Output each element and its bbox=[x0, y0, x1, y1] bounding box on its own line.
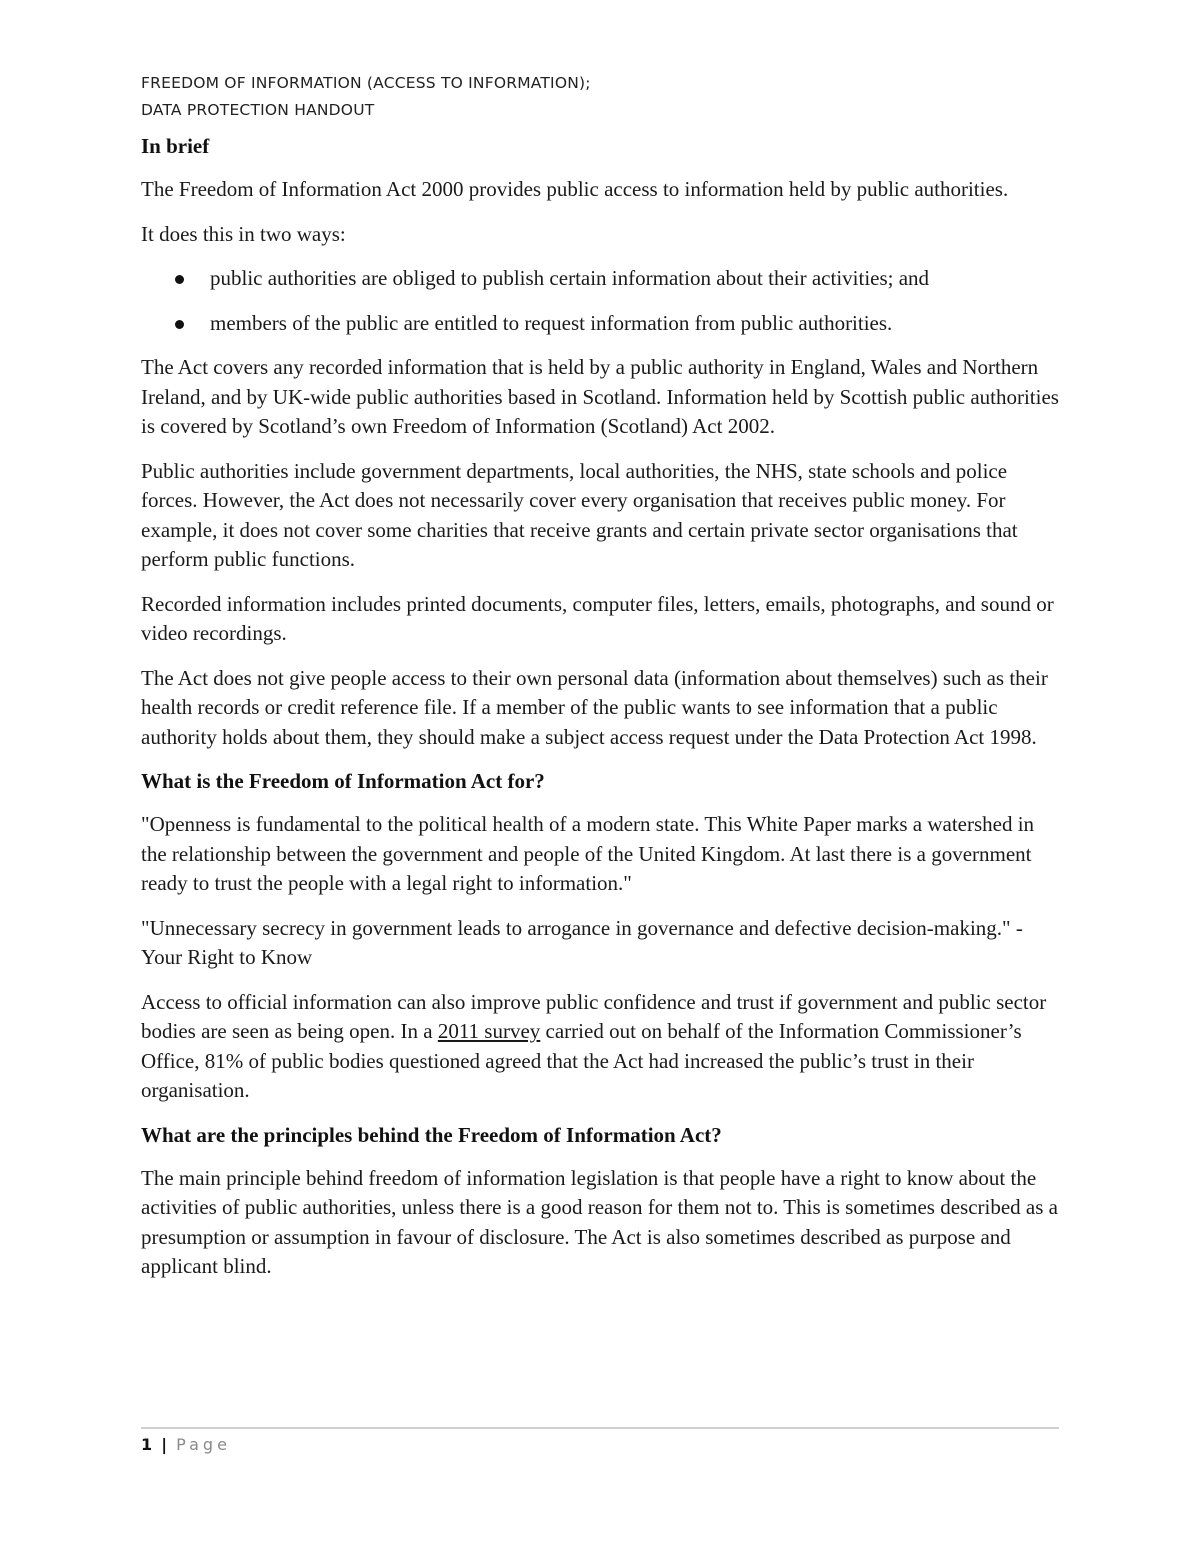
bullet-list bbox=[141, 264, 1061, 338]
footer-separator: | bbox=[161, 1435, 168, 1454]
page-label: Page bbox=[176, 1435, 231, 1454]
survey-link[interactable]: 2011 survey bbox=[437, 1019, 541, 1043]
header-title-line2: DATA PROTECTION HANDOUT bbox=[141, 101, 375, 119]
heading-in-brief: In brief bbox=[141, 134, 210, 158]
heading-principles: What are the principles behind the Freedom of Information Act? bbox=[141, 1122, 722, 1147]
quote-openness: "Openness is fundamental to the political health of a modern state. This White Paper marks a watershed in the relationship between the government and people of the United Kingdom. At last there is a government ready to trust the people with a legal right to information." bbox=[141, 812, 1035, 895]
bullet-icon bbox=[175, 275, 184, 284]
bullet-icon bbox=[175, 320, 184, 329]
paragraph-recorded-information: Recorded information includes printed documents, computer files, letters, emails, photographs, and sound or video recordings. bbox=[141, 591, 1054, 645]
paragraph-access-text-before: Access to official information can also improve public confidence and trust if government and public sector bodies are seen as being open. In a bbox=[141, 989, 1047, 1043]
paragraph-access bbox=[141, 988, 1061, 1106]
paragraph-intro: The Freedom of Information Act 2000 provides public access to information held by public authorities. bbox=[141, 177, 1009, 201]
header-title-line1: FREEDOM OF INFORMATION (ACCESS TO INFORMATION); bbox=[141, 74, 591, 92]
paragraph-main-principle: The main principle behind freedom of information legislation is that people have a right to know about the activities of public authorities, unless there is a good reason for them not to. This is sometimes described as a presumption or assumption in favour of disclosure. The Act is also sometimes described as purpose and applicant blind. bbox=[141, 1165, 1058, 1278]
document-page bbox=[141, 70, 1061, 1297]
paragraph-public-authorities: Public authorities include government departments, local authorities, the NHS, state schools and police forces. However, the Act does not necessarily cover every organisation that receives public money. For example, it does not cover some charities that receive grants and certain private sector organisations that perform public functions. bbox=[141, 458, 1018, 571]
paragraph-access-text-after: carried out on behalf of the Information Commissioner’s Office, 81% of public bodies questioned agreed that the Act had increased the public’s trust in their organisation. bbox=[141, 1019, 1022, 1102]
paragraph-act-covers: The Act covers any recorded information that is held by a public authority in England, Wales and Northern Ireland, and by UK-wide public authorities based in Scotland. Information held by Scottish public authorities is covered by Scotland’s own Freedom of Information (Scotland) Act 2002. bbox=[141, 355, 1059, 438]
paragraph-two-ways: It does this in two ways: bbox=[141, 221, 346, 246]
paragraph-personal-data: The Act does not give people access to their own personal data (information about themselves) such as their health records or credit reference file. If a member of the public wants to see information that a public authority holds about them, they should make a subject access request under the Data Protection Act 1998. bbox=[141, 665, 1048, 749]
list-item-text: public authorities are obliged to publish certain information about their activities; and bbox=[210, 266, 930, 290]
page-number: 1 bbox=[141, 1435, 153, 1454]
quote-secrecy: "Unnecessary secrecy in government leads to arrogance in governance and defective decision-making." - Your Right to Know bbox=[141, 915, 1023, 969]
list-item bbox=[141, 309, 1061, 339]
list-item-text: members of the public are entitled to request information from public authorities. bbox=[210, 310, 893, 335]
document-header bbox=[141, 70, 1061, 124]
footer-divider bbox=[141, 1427, 1059, 1429]
heading-what-for: What is the Freedom of Information Act for? bbox=[141, 769, 545, 793]
page-footer bbox=[141, 1432, 231, 1458]
list-item bbox=[141, 264, 1061, 294]
